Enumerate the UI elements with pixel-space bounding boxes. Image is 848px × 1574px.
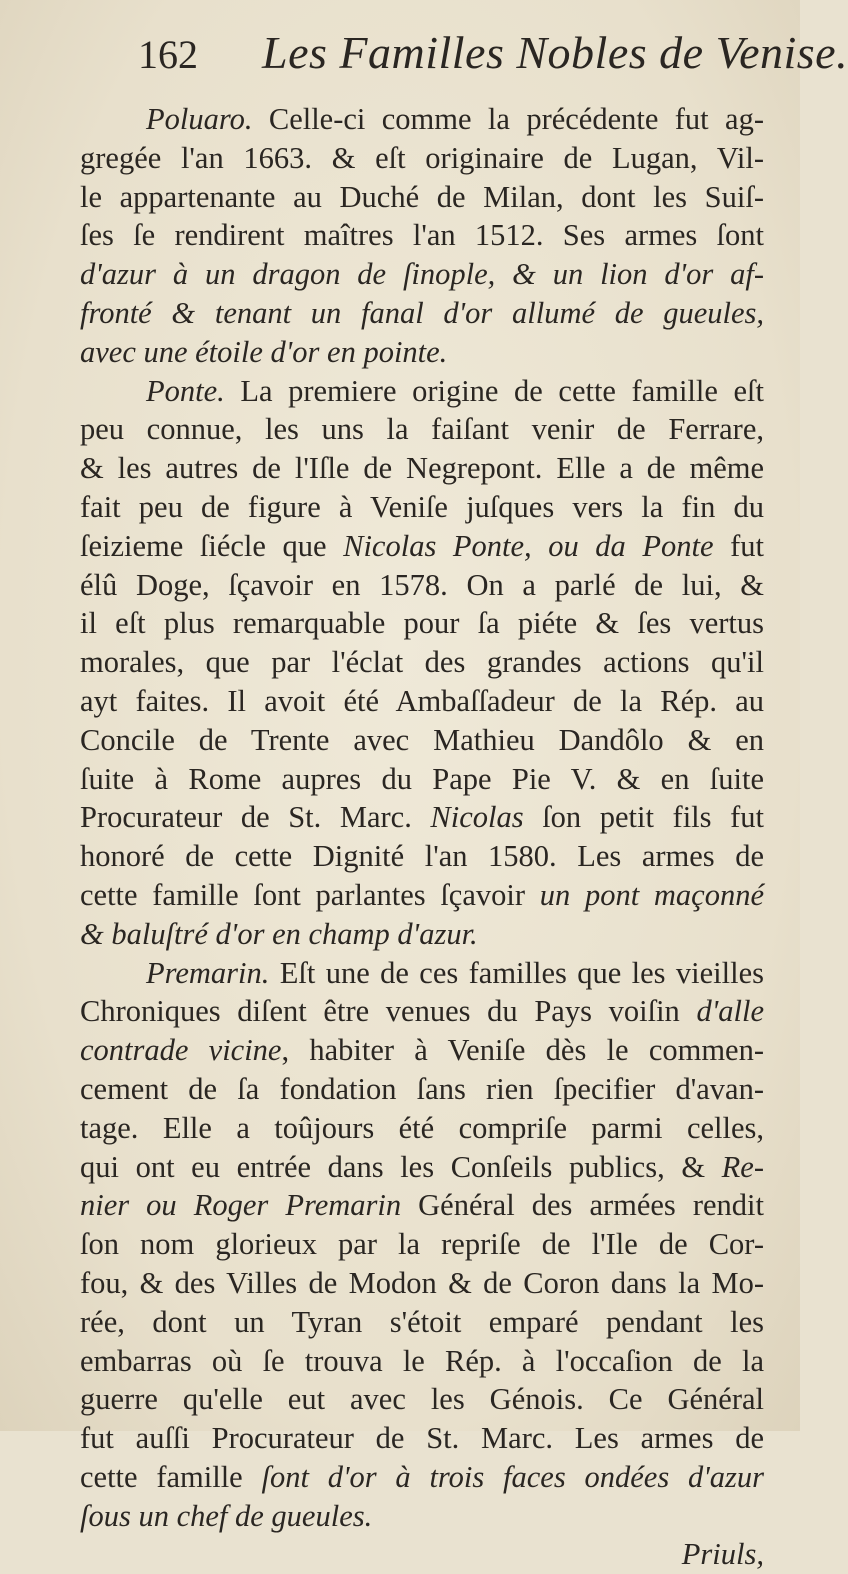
text-line xyxy=(80,1070,764,1109)
text-line xyxy=(80,566,764,605)
text-line xyxy=(80,1225,764,1264)
text-line xyxy=(80,1186,764,1225)
catchword: Priuls, xyxy=(681,1537,764,1572)
text-line xyxy=(80,333,764,372)
italic-run: ſont d'or à trois faces ondées d'azur xyxy=(261,1459,764,1494)
text-line xyxy=(80,876,764,915)
italic-run: & baluſtré d'or en champ d'azur. xyxy=(80,916,478,951)
text-line xyxy=(80,449,764,488)
text-line xyxy=(80,372,764,411)
running-title: Les Familles Nobles de Venise. xyxy=(262,27,848,78)
italic-run: d'alle xyxy=(696,994,764,1029)
text-run: Chroniques diſent être venues du Pays voiſin xyxy=(80,994,697,1029)
text-line xyxy=(80,992,764,1031)
italic-run: un pont maçonné xyxy=(539,877,764,912)
text-line xyxy=(80,1497,764,1536)
text-line xyxy=(80,1303,764,1342)
text-run: Eſt une de ces familles que les vieilles xyxy=(269,955,764,990)
text-line xyxy=(80,1264,764,1303)
italic-run: d'azur à un dragon de ſinople, & un lion d'or af- xyxy=(80,257,764,292)
text-line xyxy=(80,139,764,178)
text-line xyxy=(80,643,764,682)
text-run: , habiter à Veniſe dès le commen- xyxy=(281,1033,764,1068)
text-line xyxy=(80,1109,764,1148)
text-run: peu connue, les uns la faiſant venir de Ferrare, xyxy=(80,412,764,447)
text-run: & les autres de l'Iſle de Negrepont. Elle a de même xyxy=(80,451,764,486)
text-run: La premiere origine de cette famille eſt xyxy=(224,373,764,408)
text-run: morales, que par l'éclat des grandes actions qu'il xyxy=(80,645,764,680)
italic-run: Re- xyxy=(721,1149,764,1184)
text-run: ſeizieme ſiécle que xyxy=(80,528,344,563)
text-run: guerre qu'elle eut avec les Génois. Ce Général xyxy=(80,1382,764,1417)
text-run: fou, & des Villes de Modon & de Coron dans la Mo- xyxy=(80,1265,764,1300)
italic-run: ſous un chef de gueules. xyxy=(80,1498,373,1533)
text-line xyxy=(80,604,764,643)
italic-run: avec une étoile d'or en pointe. xyxy=(80,334,448,369)
text-run: Concile de Trente avec Mathieu Dandôlo & en xyxy=(80,722,764,757)
text-line xyxy=(80,1342,764,1381)
text-line xyxy=(80,527,764,566)
text-run: cette famille ſont parlantes ſçavoir xyxy=(80,877,540,912)
text-run: cement de ſa fondation ſans rien ſpecifier d'avan- xyxy=(80,1071,764,1106)
text-body xyxy=(80,100,764,1574)
text-line xyxy=(80,216,764,255)
text-run: Procurateur de St. Marc. xyxy=(80,800,431,835)
text-line xyxy=(80,915,764,954)
text-run: le appartenante au Duché de Milan, dont les Suiſ- xyxy=(80,179,764,214)
text-run: rée, dont un Tyran s'étoit emparé pendant les xyxy=(80,1304,764,1339)
italic-run: contrade vicine xyxy=(80,1033,282,1068)
text-run: Celle-ci comme la précédente fut ag- xyxy=(252,102,764,136)
text-line xyxy=(80,837,764,876)
text-run: ſes ſe rendirent maîtres l'an 1512. Ses armes ſont xyxy=(80,218,764,253)
text-line xyxy=(80,682,764,721)
text-run: gregée l'an 1663. & eſt originaire de Lugan, Vil- xyxy=(80,140,764,175)
italic-run: Premarin. xyxy=(146,955,270,990)
italic-run: Ponte. xyxy=(146,373,225,408)
text-line xyxy=(80,294,764,333)
text-run: cette famille xyxy=(80,1459,262,1494)
text-line xyxy=(80,1031,764,1070)
text-line xyxy=(80,1458,764,1497)
text-run: honoré de cette Dignité l'an 1580. Les armes de xyxy=(80,839,764,874)
text-run: élû Doge, ſçavoir en 1578. On a parlé de lui, & xyxy=(80,567,764,602)
italic-run: Poluaro. xyxy=(146,102,253,136)
text-run: Général des armées rendit xyxy=(401,1188,764,1223)
text-run: embarras où ſe trouva le Rép. à l'occaſion de la xyxy=(80,1343,764,1378)
text-line xyxy=(80,1380,764,1419)
italic-run: nier ou Roger Premarin xyxy=(80,1188,402,1223)
text-line xyxy=(80,798,764,837)
page-number: 162 xyxy=(138,32,198,77)
text-line xyxy=(80,488,764,527)
text-line xyxy=(80,178,764,217)
text-run: qui ont eu entrée dans les Conſeils publics, & xyxy=(80,1149,722,1184)
text-run: tage. Elle a toûjours été compriſe parmi celles, xyxy=(80,1110,764,1145)
text-run: ſuite à Rome aupres du Pape Pie V. & en ſuite xyxy=(80,761,764,796)
italic-run: fronté & tenant un fanal d'or allumé de gueules, xyxy=(80,295,764,330)
italic-run: Nicolas Ponte, ou da Ponte xyxy=(343,528,714,563)
text-run: il eſt plus remarquable pour ſa piéte & ſes vertus xyxy=(80,606,764,641)
text-run: fait peu de figure à Veniſe juſques vers la fin du xyxy=(80,489,764,524)
text-line xyxy=(80,100,764,139)
text-line xyxy=(80,255,764,294)
text-line xyxy=(80,760,764,799)
text-line xyxy=(80,410,764,449)
text-line xyxy=(80,1148,764,1187)
text-run: ſon petit fils fut xyxy=(523,800,764,835)
text-run: fut auſſi Procurateur de St. Marc. Les armes de xyxy=(80,1421,764,1456)
text-line xyxy=(80,954,764,993)
text-line xyxy=(80,1419,764,1458)
text-line xyxy=(80,721,764,760)
italic-run: Nicolas xyxy=(430,800,524,835)
text-run: fut xyxy=(713,528,764,563)
text-run: ſon nom glorieux par la repriſe de l'Ile de Cor- xyxy=(80,1227,764,1262)
page-header xyxy=(138,18,848,88)
text-run: ayt faites. Il avoit été Ambaſſadeur de la Rép. au xyxy=(80,683,764,718)
